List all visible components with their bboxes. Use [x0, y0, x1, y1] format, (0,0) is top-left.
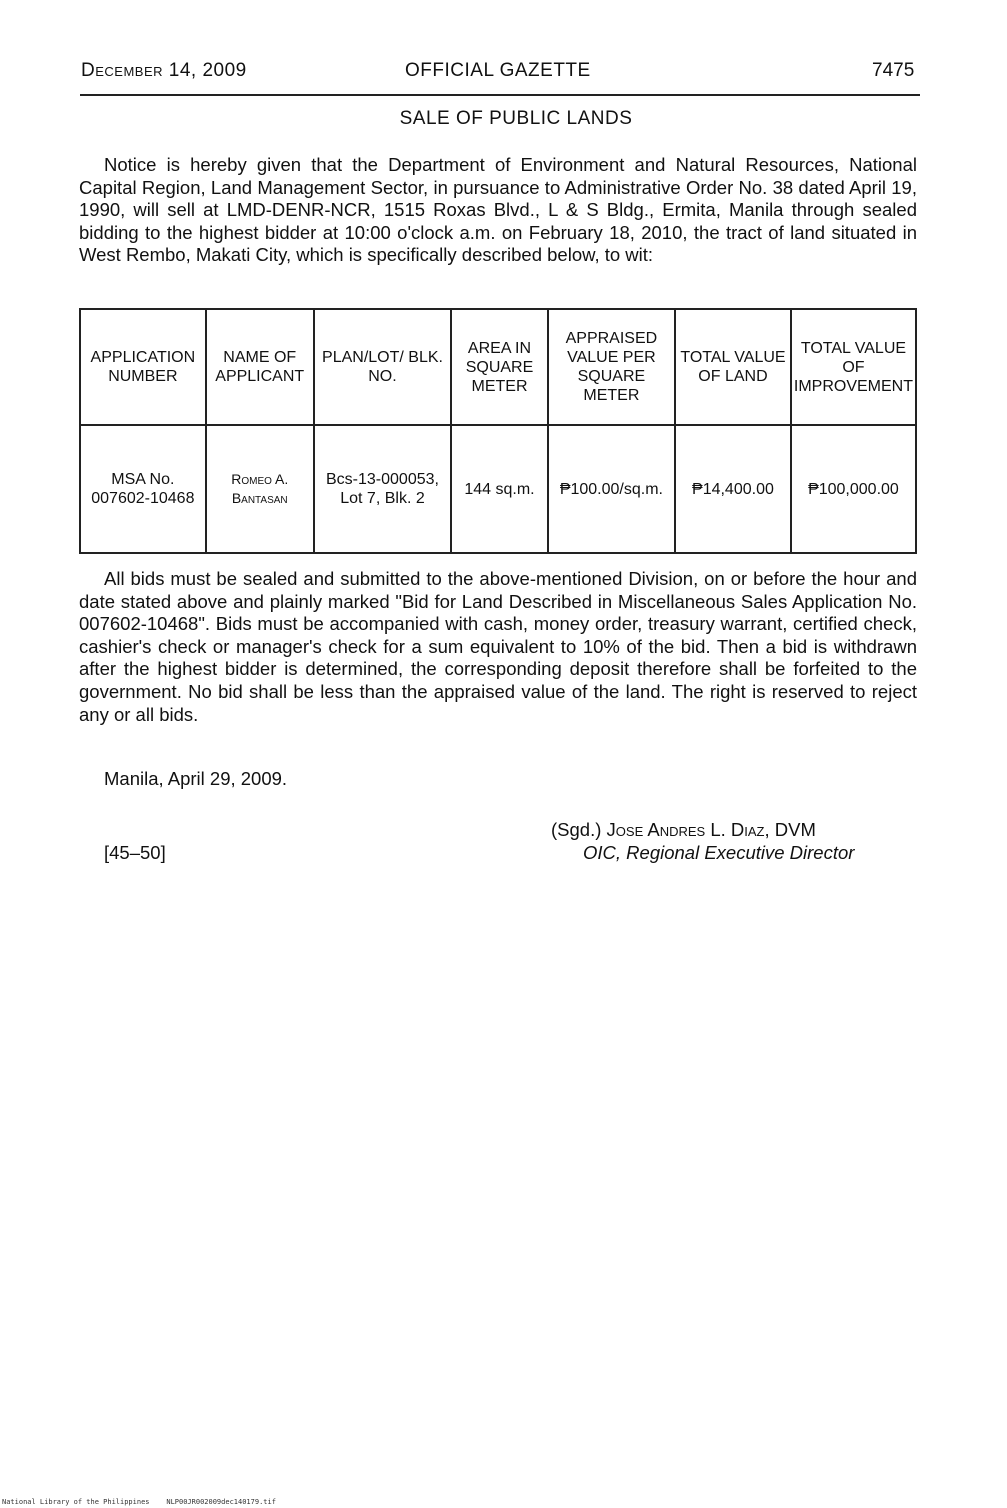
signatory — [551, 818, 816, 842]
header-date: December 14, 2009 — [81, 60, 247, 81]
publication-name: OFFICIAL GAZETTE — [405, 60, 591, 81]
cell-total-value-land: ₱14,400.00 — [675, 425, 791, 553]
cell-total-value-improvement: ₱100,000.00 — [791, 425, 916, 553]
page-number: 7475 — [872, 60, 915, 81]
table-header-row — [80, 309, 916, 425]
col-total-value-improvement: TOTAL VALUE OF IMPROVEMENT — [791, 309, 916, 425]
cell-applicant — [206, 425, 314, 553]
table-row — [80, 425, 916, 553]
col-area: AREA IN SQUARE METER — [451, 309, 548, 425]
cell-plan — [314, 425, 452, 553]
col-application-number: APPLICATION NUMBER — [80, 309, 206, 425]
cell-area: 144 sq.m. — [451, 425, 548, 553]
col-total-value-land: TOTAL VALUE OF LAND — [675, 309, 791, 425]
plan-line2: Lot 7, Blk. 2 — [340, 490, 425, 507]
applicant-line1: Romeo A. — [231, 471, 289, 487]
application-number-line2: 007602-10468 — [91, 490, 195, 507]
cell-appraised-value: ₱100.00/sq.m. — [548, 425, 675, 553]
cell-application-number — [80, 425, 206, 553]
bids-paragraph: All bids must be sealed and submitted to the above-mentioned Division, on or before the hour and date stated above and plainly marked "Bid for Land Described in Miscellaneous Sales Application No. 007602-10468". Bids must be accompanied with cash, money order, treasury warrant, certified check, cashier's check or manager's check for a sum equivalent to 10% of the bid. Then a bid is withdrawn after the highest bidder is determined, the corresponding deposit therefore shall be forfeited to the government. No bid shall be less than the appraised value of the land. The right is reserved to reject any or all bids. — [79, 568, 917, 725]
signatory-prefix: (Sgd.) — [551, 819, 602, 840]
land-table — [79, 308, 917, 554]
signatory-title: OIC, Regional Executive Director — [583, 842, 855, 863]
col-appraised-value: APPRAISED VALUE PER SQUARE METER — [548, 309, 675, 425]
plan-line1: Bcs-13-000053, — [326, 471, 439, 488]
reference-number: [45–50] — [104, 842, 166, 863]
applicant-line2: Bantasan — [231, 490, 288, 506]
application-number-line1: MSA No. — [111, 471, 175, 488]
col-applicant-name: NAME OF APPLICANT — [206, 309, 314, 425]
section-title: SALE OF PUBLIC LANDS — [399, 108, 633, 129]
col-plan-lot-blk: PLAN/LOT/ BLK. NO. — [314, 309, 452, 425]
signatory-suffix: , DVM — [764, 819, 816, 840]
header-rule — [80, 94, 920, 96]
notice-paragraph: Notice is hereby given that the Department of Environment and Natural Resources, National Capital Region, Land Management Sector, in pursuance to Administrative Order No. 38 dated April 19, 1990, will sell at LMD-DENR-NCR, 1515 Roxas Blvd., L & S Bldg., Ermita, Manila through sealed bidding to the highest bidder at 10:00 o'clock a.m. on February 18, 2010, the tract of land situated in West Rembo, Makati City, which is specifically described below, to wit: — [79, 154, 917, 266]
place-date: Manila, April 29, 2009. — [104, 768, 288, 789]
signatory-name: Jose Andres L. Diaz — [606, 819, 765, 840]
scan-footer: National Library of the Philippines NLP00JR002009dec140179.tif — [2, 1498, 276, 1506]
